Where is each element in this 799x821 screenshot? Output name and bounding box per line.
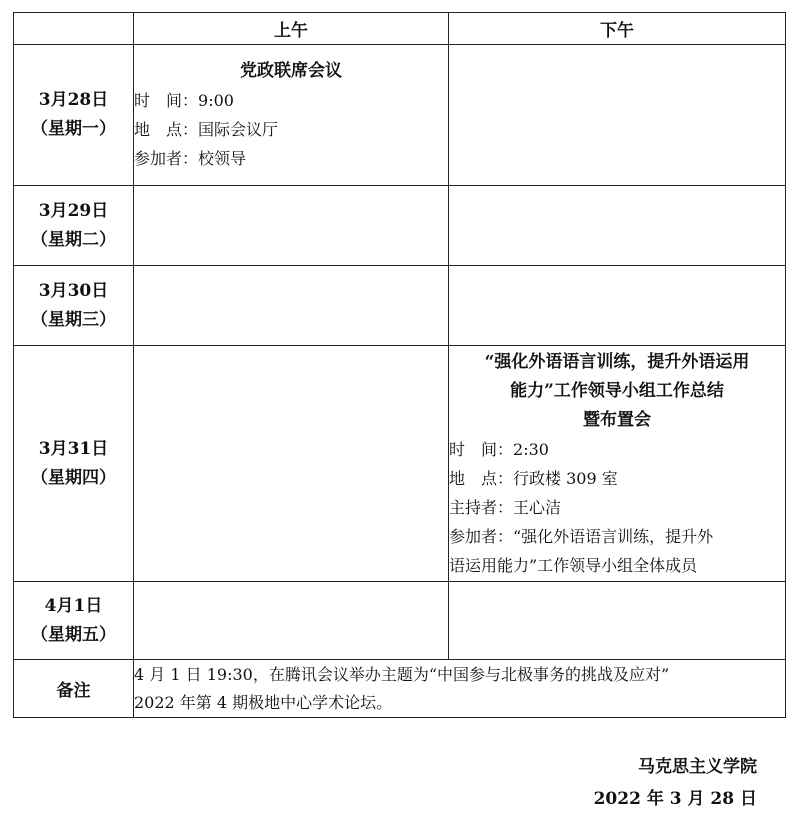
- event-cell-mar29-pm: [449, 186, 786, 266]
- event-title: 党政联席会议: [240, 61, 342, 81]
- event-cell-mar30-pm: [449, 266, 786, 346]
- notes-cell: [134, 660, 786, 718]
- event-time: 时 间：9:00: [134, 91, 234, 110]
- date-label: 3月30日: [38, 280, 109, 301]
- signature-date: 2022 年 3 月 28 日: [593, 789, 757, 809]
- event-host: 主持者：王心洁: [449, 497, 562, 517]
- event-cell-mar29-am: [134, 186, 449, 266]
- weekday-label: （星期二）: [31, 229, 116, 250]
- schedule-table: [13, 12, 786, 718]
- event-cell-mar31-pm: [449, 346, 786, 582]
- event-place: 地 点：国际会议厅: [134, 120, 279, 139]
- weekday-label: （星期四）: [31, 467, 116, 488]
- event-cell-mar28-pm: [449, 45, 786, 186]
- date-cell: [14, 266, 134, 346]
- date-label: 3月29日: [38, 200, 109, 221]
- day-row-mar28: [14, 45, 786, 186]
- date-cell: [14, 45, 134, 186]
- notes-line: 4 月 1 日 19:30，在腾讯会议举办主题为“中国参与北极事务的挑战及应对”: [134, 664, 670, 684]
- weekday-label: （星期三）: [31, 309, 116, 330]
- event-cell-mar28-am: [134, 45, 449, 186]
- event-place: 地 点：行政楼 309 室: [449, 468, 618, 488]
- corner-cell: [14, 13, 134, 45]
- day-row-mar30: [14, 266, 786, 346]
- event-attendees: 参加者：校领导: [134, 149, 247, 168]
- date-cell: [14, 346, 134, 582]
- afternoon-header: 下午: [449, 13, 786, 45]
- event-time: 时 间：2:30: [449, 439, 549, 459]
- signature-org: 马克思主义学院: [638, 757, 757, 777]
- notes-line: 2022 年第 4 期极地中心学术论坛。: [134, 692, 393, 712]
- event-cell-apr1-am: [134, 582, 449, 660]
- event-cell-mar31-am: [134, 346, 449, 582]
- date-cell: [14, 186, 134, 266]
- notes-row: [14, 660, 786, 718]
- day-row-mar31: [14, 346, 786, 582]
- date-label: 3月28日: [38, 90, 109, 110]
- date-label: 3月31日: [38, 438, 109, 459]
- weekday-label: （星期一）: [31, 119, 116, 139]
- morning-header: 上午: [134, 13, 449, 45]
- header-row: [14, 13, 786, 45]
- day-row-mar29: [14, 186, 786, 266]
- date-cell: [14, 582, 134, 660]
- weekday-label: （星期五）: [31, 624, 116, 645]
- event-cell-mar30-am: [134, 266, 449, 346]
- day-row-apr1: [14, 582, 786, 660]
- event-title: “强化外语语言训练，提升外语运用 能力”工作领导小组工作总结 暨布置会: [484, 351, 750, 430]
- date-label: 4月1日: [44, 595, 103, 616]
- event-attendees: 参加者：“强化外语语言训练，提升外 语运用能力”工作领导小组全体成员: [449, 526, 714, 575]
- notes-label: 备注: [14, 660, 134, 718]
- event-cell-apr1-pm: [449, 582, 786, 660]
